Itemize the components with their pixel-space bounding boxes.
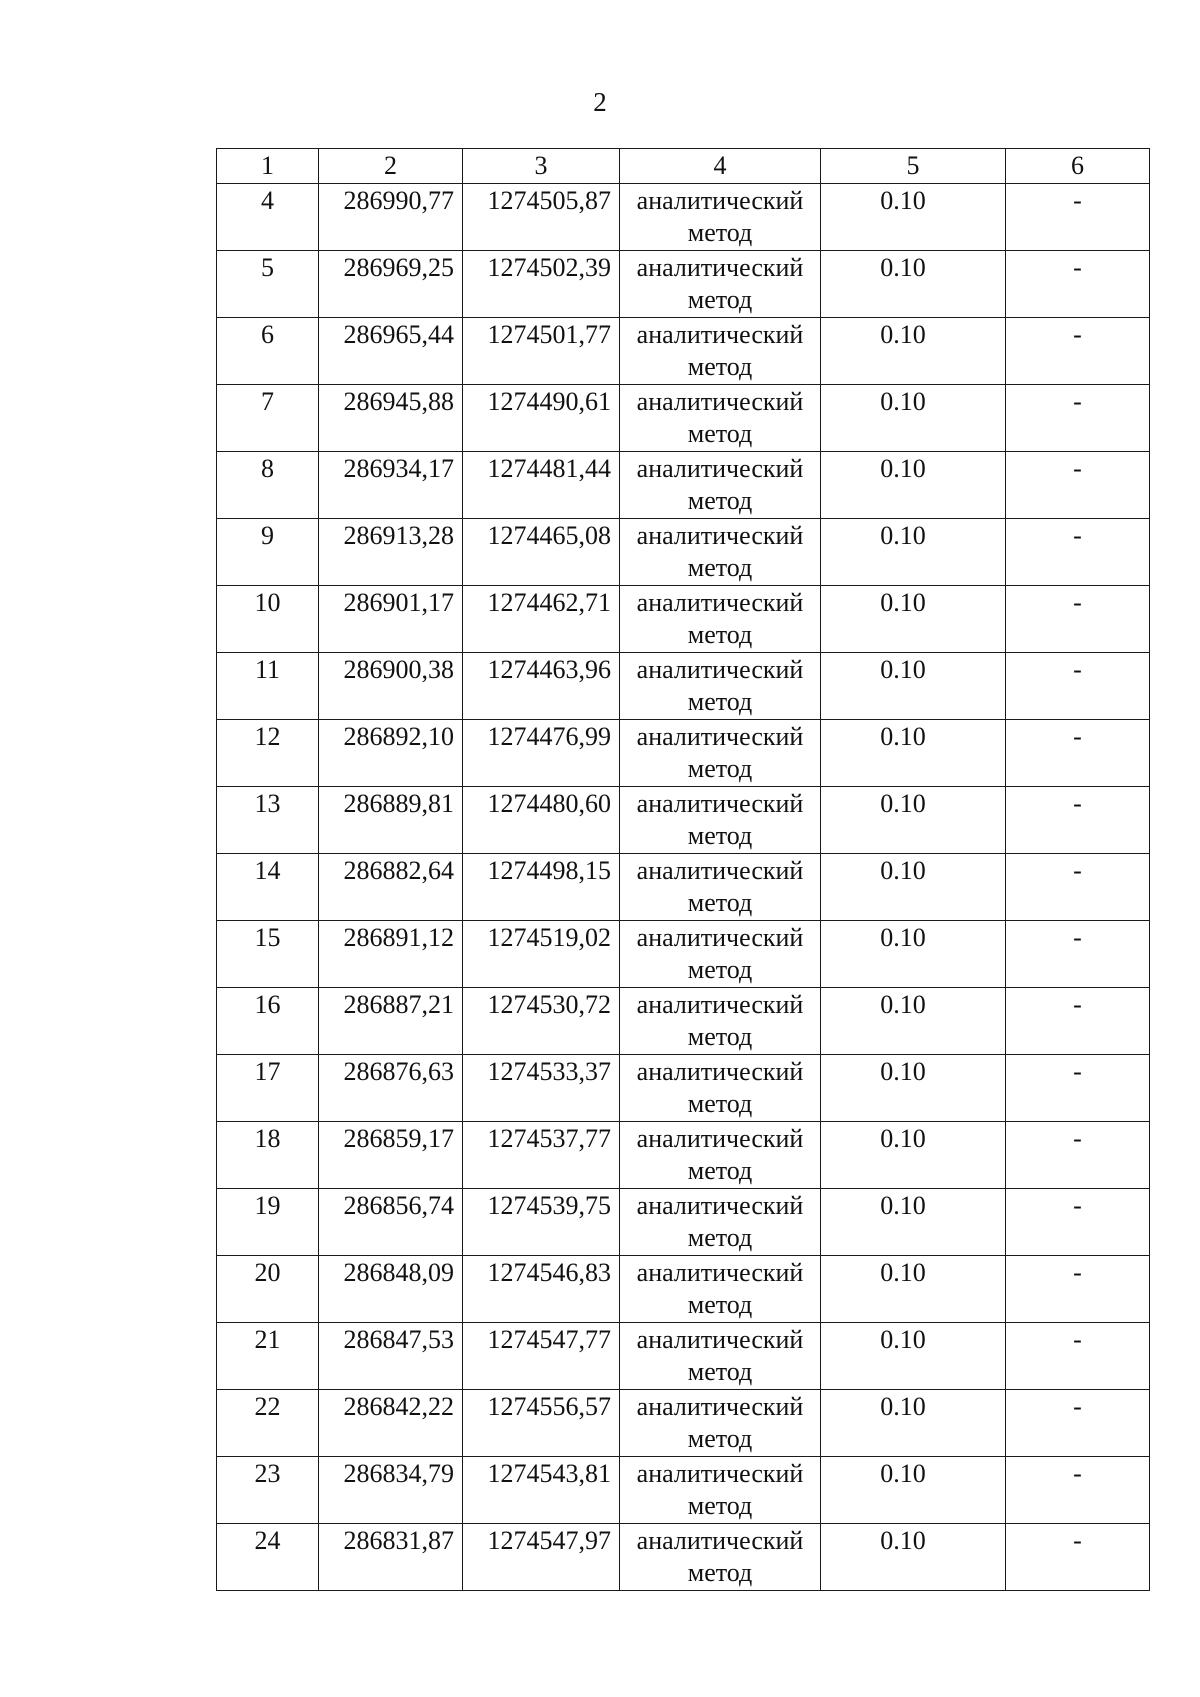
accuracy-cell: 0.10 xyxy=(821,921,1006,988)
point-number-cell: 15 xyxy=(217,921,319,988)
table-row xyxy=(217,1189,1150,1256)
y-coordinate-cell: 1274530,72 xyxy=(463,988,620,1055)
accuracy-cell: 0.10 xyxy=(821,1323,1006,1390)
note-cell: - xyxy=(1006,653,1150,720)
table-row xyxy=(217,854,1150,921)
point-number-cell: 7 xyxy=(217,385,319,452)
point-number-cell: 23 xyxy=(217,1457,319,1524)
accuracy-cell: 0.10 xyxy=(821,251,1006,318)
note-cell: - xyxy=(1006,1189,1150,1256)
note-cell: - xyxy=(1006,1390,1150,1457)
point-number-cell: 14 xyxy=(217,854,319,921)
method-cell: аналитический метод xyxy=(620,1189,821,1256)
method-cell: аналитический метод xyxy=(620,921,821,988)
table-row xyxy=(217,1256,1150,1323)
table-header xyxy=(217,149,1150,184)
method-cell: аналитический метод xyxy=(620,586,821,653)
accuracy-cell: 0.10 xyxy=(821,452,1006,519)
coordinates-table-container xyxy=(216,148,1149,1591)
x-coordinate-cell: 286891,12 xyxy=(319,921,463,988)
point-number-cell: 10 xyxy=(217,586,319,653)
table-row xyxy=(217,586,1150,653)
table-row xyxy=(217,251,1150,318)
method-cell: аналитический метод xyxy=(620,452,821,519)
y-coordinate-cell: 1274463,96 xyxy=(463,653,620,720)
accuracy-cell: 0.10 xyxy=(821,519,1006,586)
method-cell: аналитический метод xyxy=(620,988,821,1055)
note-cell: - xyxy=(1006,1122,1150,1189)
point-number-cell: 16 xyxy=(217,988,319,1055)
method-cell: аналитический метод xyxy=(620,854,821,921)
point-number-cell: 21 xyxy=(217,1323,319,1390)
coordinates-table xyxy=(216,148,1150,1591)
y-coordinate-cell: 1274480,60 xyxy=(463,787,620,854)
header-col-5: 5 xyxy=(821,149,1006,184)
y-coordinate-cell: 1274490,61 xyxy=(463,385,620,452)
method-cell: аналитический метод xyxy=(620,1457,821,1524)
x-coordinate-cell: 286913,28 xyxy=(319,519,463,586)
method-cell: аналитический метод xyxy=(620,251,821,318)
accuracy-cell: 0.10 xyxy=(821,787,1006,854)
method-cell: аналитический метод xyxy=(620,653,821,720)
x-coordinate-cell: 286889,81 xyxy=(319,787,463,854)
point-number-cell: 6 xyxy=(217,318,319,385)
x-coordinate-cell: 286892,10 xyxy=(319,720,463,787)
note-cell: - xyxy=(1006,452,1150,519)
accuracy-cell: 0.10 xyxy=(821,318,1006,385)
point-number-cell: 11 xyxy=(217,653,319,720)
method-cell: аналитический метод xyxy=(620,1055,821,1122)
point-number-cell: 12 xyxy=(217,720,319,787)
table-row xyxy=(217,988,1150,1055)
header-col-1: 1 xyxy=(217,149,319,184)
note-cell: - xyxy=(1006,519,1150,586)
x-coordinate-cell: 286859,17 xyxy=(319,1122,463,1189)
note-cell: - xyxy=(1006,1256,1150,1323)
table-row xyxy=(217,1323,1150,1390)
y-coordinate-cell: 1274539,75 xyxy=(463,1189,620,1256)
accuracy-cell: 0.10 xyxy=(821,184,1006,251)
note-cell: - xyxy=(1006,854,1150,921)
method-cell: аналитический метод xyxy=(620,720,821,787)
header-col-4: 4 xyxy=(620,149,821,184)
x-coordinate-cell: 286969,25 xyxy=(319,251,463,318)
table-row xyxy=(217,385,1150,452)
point-number-cell: 8 xyxy=(217,452,319,519)
table-body xyxy=(217,184,1150,1591)
point-number-cell: 18 xyxy=(217,1122,319,1189)
x-coordinate-cell: 286847,53 xyxy=(319,1323,463,1390)
accuracy-cell: 0.10 xyxy=(821,720,1006,787)
header-col-6: 6 xyxy=(1006,149,1150,184)
x-coordinate-cell: 286848,09 xyxy=(319,1256,463,1323)
point-number-cell: 13 xyxy=(217,787,319,854)
y-coordinate-cell: 1274556,57 xyxy=(463,1390,620,1457)
accuracy-cell: 0.10 xyxy=(821,1457,1006,1524)
accuracy-cell: 0.10 xyxy=(821,988,1006,1055)
table-row xyxy=(217,653,1150,720)
table-row xyxy=(217,1457,1150,1524)
point-number-cell: 20 xyxy=(217,1256,319,1323)
method-cell: аналитический метод xyxy=(620,1122,821,1189)
y-coordinate-cell: 1274498,15 xyxy=(463,854,620,921)
note-cell: - xyxy=(1006,318,1150,385)
table-row xyxy=(217,1122,1150,1189)
accuracy-cell: 0.10 xyxy=(821,1122,1006,1189)
accuracy-cell: 0.10 xyxy=(821,1256,1006,1323)
y-coordinate-cell: 1274547,77 xyxy=(463,1323,620,1390)
note-cell: - xyxy=(1006,787,1150,854)
accuracy-cell: 0.10 xyxy=(821,385,1006,452)
x-coordinate-cell: 286990,77 xyxy=(319,184,463,251)
point-number-cell: 9 xyxy=(217,519,319,586)
page-number: 2 xyxy=(593,87,607,117)
x-coordinate-cell: 286842,22 xyxy=(319,1390,463,1457)
point-number-cell: 4 xyxy=(217,184,319,251)
table-row xyxy=(217,1524,1150,1591)
accuracy-cell: 0.10 xyxy=(821,653,1006,720)
note-cell: - xyxy=(1006,988,1150,1055)
accuracy-cell: 0.10 xyxy=(821,1055,1006,1122)
x-coordinate-cell: 286831,87 xyxy=(319,1524,463,1591)
point-number-cell: 17 xyxy=(217,1055,319,1122)
note-cell: - xyxy=(1006,184,1150,251)
y-coordinate-cell: 1274476,99 xyxy=(463,720,620,787)
table-row xyxy=(217,1055,1150,1122)
table-row xyxy=(217,519,1150,586)
y-coordinate-cell: 1274505,87 xyxy=(463,184,620,251)
y-coordinate-cell: 1274546,83 xyxy=(463,1256,620,1323)
table-row xyxy=(217,452,1150,519)
note-cell: - xyxy=(1006,251,1150,318)
x-coordinate-cell: 286834,79 xyxy=(319,1457,463,1524)
method-cell: аналитический метод xyxy=(620,184,821,251)
header-col-2: 2 xyxy=(319,149,463,184)
accuracy-cell: 0.10 xyxy=(821,1189,1006,1256)
table-row xyxy=(217,318,1150,385)
note-cell: - xyxy=(1006,720,1150,787)
x-coordinate-cell: 286934,17 xyxy=(319,452,463,519)
note-cell: - xyxy=(1006,1457,1150,1524)
point-number-cell: 22 xyxy=(217,1390,319,1457)
header-row xyxy=(217,149,1150,184)
accuracy-cell: 0.10 xyxy=(821,1390,1006,1457)
method-cell: аналитический метод xyxy=(620,318,821,385)
method-cell: аналитический метод xyxy=(620,1390,821,1457)
point-number-cell: 24 xyxy=(217,1524,319,1591)
x-coordinate-cell: 286856,74 xyxy=(319,1189,463,1256)
y-coordinate-cell: 1274502,39 xyxy=(463,251,620,318)
y-coordinate-cell: 1274465,08 xyxy=(463,519,620,586)
y-coordinate-cell: 1274537,77 xyxy=(463,1122,620,1189)
x-coordinate-cell: 286945,88 xyxy=(319,385,463,452)
table-row xyxy=(217,1390,1150,1457)
accuracy-cell: 0.10 xyxy=(821,854,1006,921)
method-cell: аналитический метод xyxy=(620,1256,821,1323)
method-cell: аналитический метод xyxy=(620,787,821,854)
y-coordinate-cell: 1274501,77 xyxy=(463,318,620,385)
method-cell: аналитический метод xyxy=(620,385,821,452)
x-coordinate-cell: 286887,21 xyxy=(319,988,463,1055)
y-coordinate-cell: 1274543,81 xyxy=(463,1457,620,1524)
y-coordinate-cell: 1274547,97 xyxy=(463,1524,620,1591)
point-number-cell: 19 xyxy=(217,1189,319,1256)
y-coordinate-cell: 1274462,71 xyxy=(463,586,620,653)
accuracy-cell: 0.10 xyxy=(821,586,1006,653)
table-row xyxy=(217,184,1150,251)
note-cell: - xyxy=(1006,1055,1150,1122)
table-row xyxy=(217,787,1150,854)
note-cell: - xyxy=(1006,1524,1150,1591)
note-cell: - xyxy=(1006,1323,1150,1390)
method-cell: аналитический метод xyxy=(620,519,821,586)
table-row xyxy=(217,921,1150,988)
point-number-cell: 5 xyxy=(217,251,319,318)
x-coordinate-cell: 286901,17 xyxy=(319,586,463,653)
y-coordinate-cell: 1274533,37 xyxy=(463,1055,620,1122)
x-coordinate-cell: 286900,38 xyxy=(319,653,463,720)
accuracy-cell: 0.10 xyxy=(821,1524,1006,1591)
note-cell: - xyxy=(1006,586,1150,653)
x-coordinate-cell: 286882,64 xyxy=(319,854,463,921)
x-coordinate-cell: 286965,44 xyxy=(319,318,463,385)
method-cell: аналитический метод xyxy=(620,1323,821,1390)
method-cell: аналитический метод xyxy=(620,1524,821,1591)
note-cell: - xyxy=(1006,921,1150,988)
note-cell: - xyxy=(1006,385,1150,452)
header-col-3: 3 xyxy=(463,149,620,184)
y-coordinate-cell: 1274481,44 xyxy=(463,452,620,519)
x-coordinate-cell: 286876,63 xyxy=(319,1055,463,1122)
table-row xyxy=(217,720,1150,787)
y-coordinate-cell: 1274519,02 xyxy=(463,921,620,988)
